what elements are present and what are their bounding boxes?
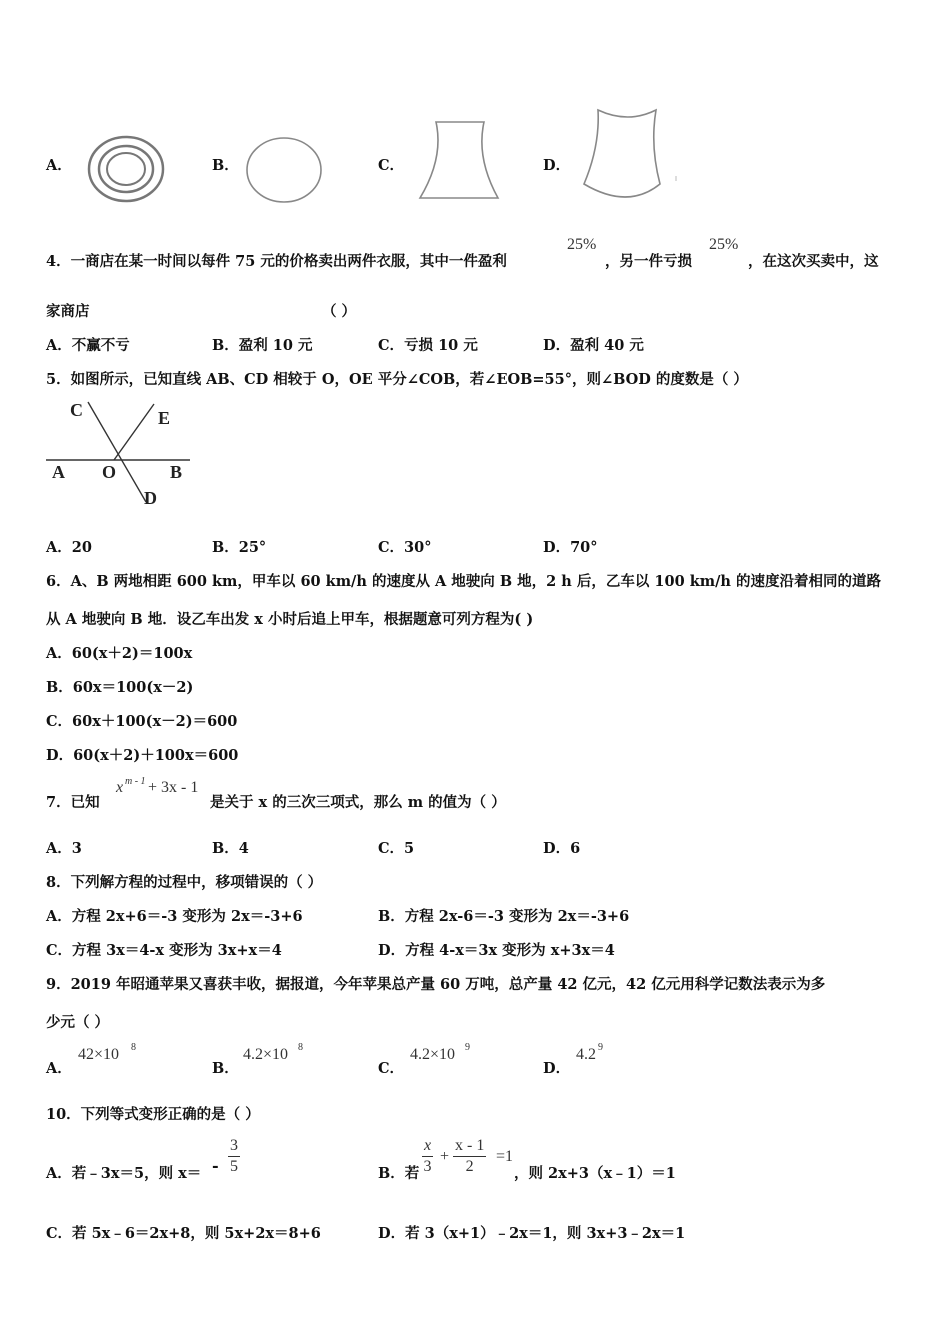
q5-label-d: D (144, 488, 157, 508)
q3-option-c-figure-concave-frustum (414, 118, 506, 204)
q5-option-a: A．20 (46, 539, 92, 556)
q7-option-c: C．5 (378, 840, 415, 857)
q4-option-d: D．盈利 40 元 (543, 337, 644, 354)
q9-option-c-exponent: 9 (465, 1042, 470, 1053)
q5-line-diagram (44, 396, 194, 512)
q9-option-d-label: D． (543, 1060, 571, 1077)
q4-stem-part2: ，另一件亏损 (605, 253, 692, 270)
q10-option-b-text: B．若 (378, 1165, 420, 1182)
q9-option-d-base: 4.2 (576, 1046, 596, 1063)
q5-stem: 5．如图所示，已知直线 AB、CD 相较于 O，OE 平分∠COB，若∠EOB=55°，则∠BOD 的度数是（ ） (46, 371, 748, 388)
q10-option-b-fraction1-denominator: 3 (423, 1158, 432, 1175)
q5-label-o: O (102, 462, 117, 482)
q9-option-d-exponent: 9 (598, 1042, 603, 1053)
q7-expr-exponent: m - 1 (125, 776, 146, 787)
q4-stem-part4: 家商店 (46, 303, 90, 320)
q5-option-c: C．30° (378, 539, 432, 556)
q4-stem-part1: 4．一商店在某一时间以每件 75 元的价格卖出两件衣服，其中一件盈利 (46, 253, 507, 270)
q5-option-b: B．25° (212, 539, 267, 556)
q3-option-d-label: D． (543, 157, 571, 174)
q4-option-b: B．盈利 10 元 (212, 337, 313, 354)
q10-option-c: C．若 5x﹣6＝2x+8，则 5x+2x＝8+6 (46, 1225, 321, 1242)
q7-expr-base: x (116, 779, 124, 796)
q4-percent-2: 25% (709, 236, 739, 253)
q9-option-c-label: C． (378, 1060, 405, 1077)
q10-option-b-fraction2 (453, 1136, 486, 1177)
q10-option-b-fraction2-denominator: 2 (465, 1158, 474, 1175)
q3-option-c-label: C． (378, 157, 405, 174)
q7-stem-part1: 7．已知 (46, 794, 100, 811)
q3-option-d-figure-vase (578, 106, 682, 206)
q3-option-a-label: A． (46, 157, 72, 174)
q9-option-b-label: B． (212, 1060, 239, 1077)
q9-stem-line2: 少元（ ） (46, 1014, 110, 1031)
q10-option-b-plus: + (440, 1148, 450, 1165)
q7-option-a: A．3 (46, 840, 82, 857)
q8-option-c: C．方程 3x＝4-x 变形为 3x+x＝4 (46, 942, 282, 959)
q10-option-a-numerator: 3 (228, 1136, 240, 1157)
q9-option-b-exponent: 8 (298, 1042, 303, 1053)
q9-option-b-base: 4.2×10 (243, 1046, 289, 1063)
q6-option-d: D．60(x＋2)＋100x＝600 (46, 747, 239, 764)
q6-option-b: B．60x＝100(x－2) (46, 679, 194, 696)
q3-option-b-label: B． (212, 157, 239, 174)
q10-option-d: D．若 3（x+1）﹣2x＝1，则 3x+3﹣2x＝1 (378, 1225, 686, 1242)
q9-option-c-base: 4.2×10 (410, 1046, 456, 1063)
q4-option-a: A．不赢不亏 (46, 337, 130, 354)
q7-stem-part2: 是关于 x 的三次三项式，那么 m 的值为（ ） (210, 794, 506, 811)
q7-expr-rest: + 3x - 1 (148, 779, 199, 796)
q4-answer-blank: （ ） (322, 303, 357, 320)
q3-option-b-figure-circle (243, 134, 327, 206)
q8-stem: 8．下列解方程的过程中，移项错误的（ ） (46, 874, 323, 891)
q10-option-b-equals: =1 (496, 1148, 514, 1165)
q4-percent-1: 25% (567, 236, 597, 253)
q10-option-a-denominator: 5 (230, 1158, 238, 1175)
q10-stem: 10．下列等式变形正确的是（ ） (46, 1106, 260, 1123)
q7-option-d: D．6 (543, 840, 581, 857)
q4-stem-part3: ，在这次买卖中，这 (748, 253, 879, 270)
q10-option-b-conclusion: ，则 2x+3（x﹣1）＝1 (514, 1165, 676, 1182)
q10-option-a-sign: - (212, 1156, 219, 1175)
q8-option-d: D．方程 4-x＝3x 变形为 x+3x＝4 (378, 942, 615, 959)
q8-option-a: A．方程 2x+6＝-3 变形为 2x＝-3+6 (46, 908, 303, 925)
q6-option-c: C．60x＋100(x－2)＝600 (46, 713, 238, 730)
q9-option-a-label: A． (46, 1060, 72, 1077)
q9-option-a-base: 42×10 (78, 1046, 120, 1063)
q5-label-e: E (158, 408, 171, 428)
q10-option-b-fraction2-numerator: x - 1 (453, 1136, 486, 1157)
q5-option-d: D．70° (543, 539, 598, 556)
q5-label-c: C (70, 400, 83, 420)
q5-label-b: B (170, 462, 183, 482)
q5-label-a: A (52, 462, 65, 482)
q10-option-a-text: A．若﹣3x＝5，则 x＝ (46, 1165, 202, 1182)
q4-option-c: C．亏损 10 元 (378, 337, 478, 354)
q6-stem-line1: 6．A、B 两地相距 600 km，甲车以 60 km/h 的速度从 A 地驶向 B 地，2 h 后，乙车以 100 km/h 的速度沿着相同的道路 (46, 573, 882, 590)
q8-option-b: B．方程 2x-6＝-3 变形为 2x＝-3+6 (378, 908, 630, 925)
q7-option-b: B．4 (212, 840, 249, 857)
q10-option-a-fraction (228, 1136, 240, 1177)
q3-option-a-figure-concentric-rings (84, 132, 168, 206)
q6-stem-line2: 从 A 地驶向 B 地．设乙车出发 x 小时后追上甲车，根据题意可列方程为( ) (46, 611, 534, 628)
q6-option-a: A．60(x＋2)＝100x (46, 645, 193, 662)
q10-option-b-fraction1 (422, 1136, 433, 1177)
q9-option-a-exponent: 8 (131, 1042, 136, 1053)
q9-stem-line1: 9．2019 年昭通苹果又喜获丰收，据报道，今年苹果总产量 60 万吨，总产量 42 亿元，42 亿元用科学记数法表示为多 (46, 976, 826, 993)
q10-option-b-fraction1-numerator: x (422, 1136, 433, 1157)
